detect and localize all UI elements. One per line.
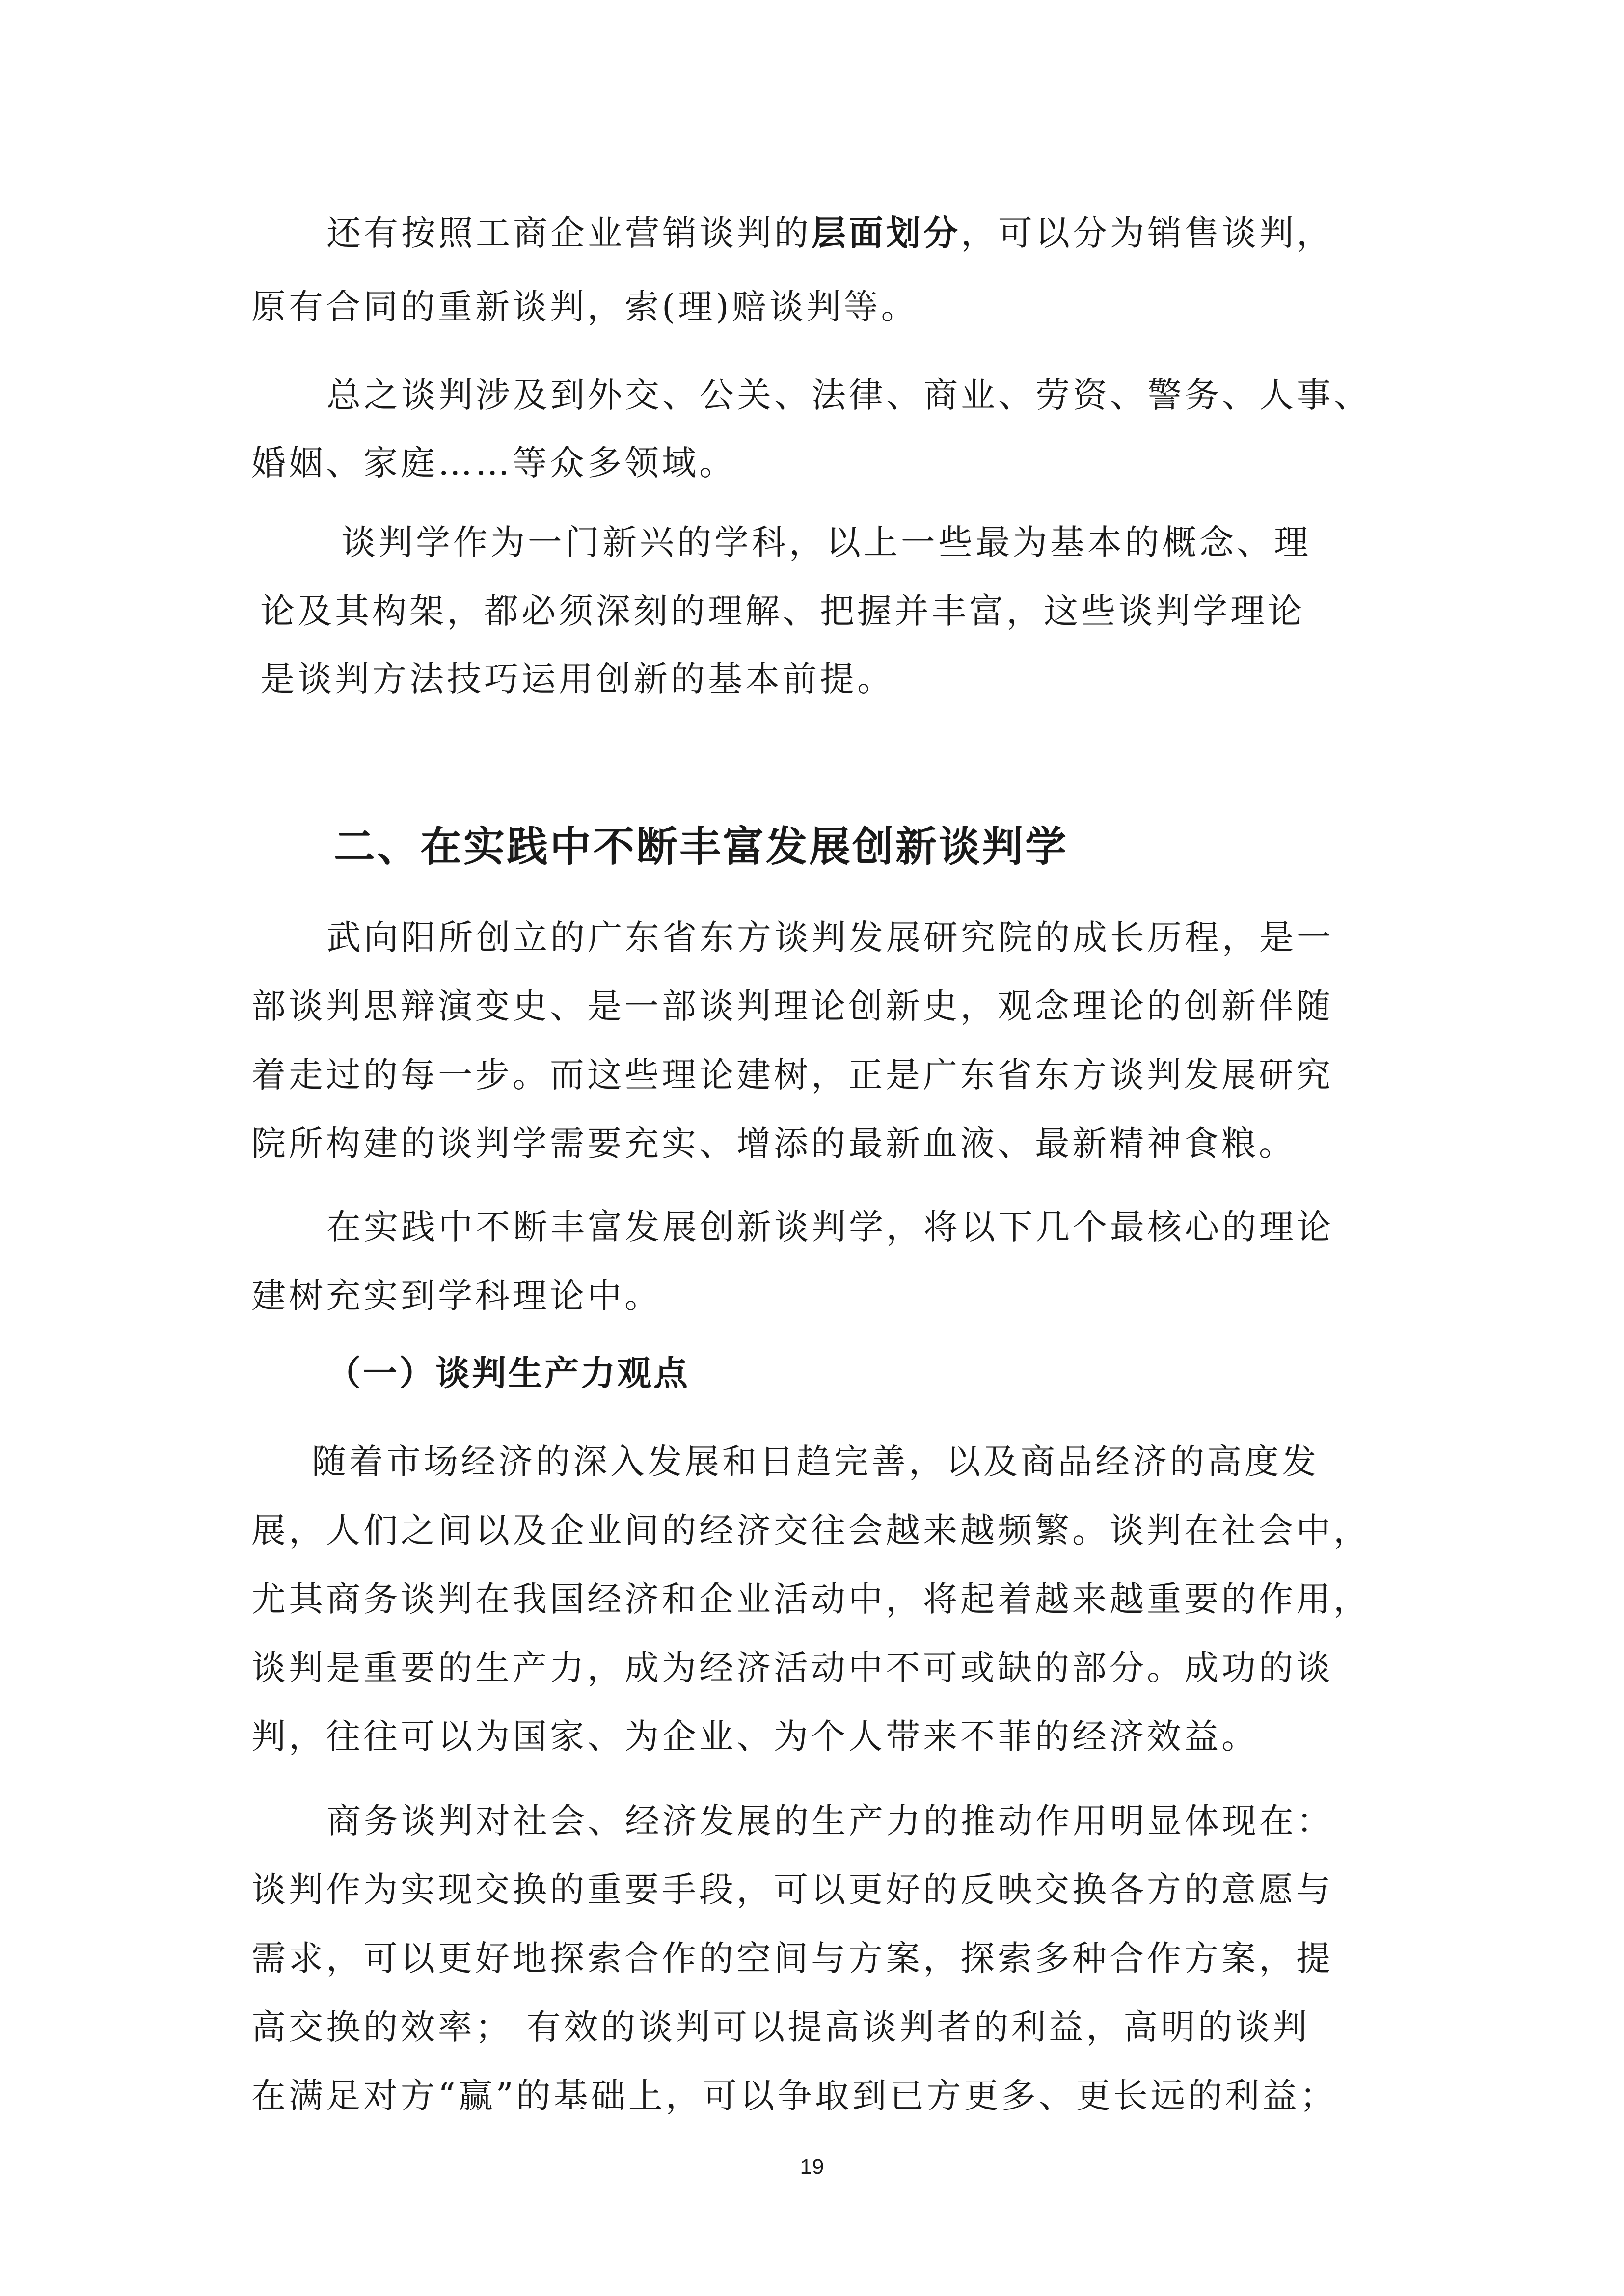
- paragraph-line: 原有合同的重新谈判，索(理)赔谈判等。: [251, 287, 919, 327]
- paragraph-line: 谈判是重要的生产力，成为经济活动中不可或缺的部分。成功的谈: [251, 1648, 1333, 1688]
- paragraph-line: 尤其商务谈判在我国经济和企业活动中，将起着越来越重要的作用，: [251, 1579, 1371, 1619]
- paragraph-line: 在满足对方“赢”的基础上，可以争取到已方更多、更长远的利益；: [251, 2076, 1337, 2116]
- paragraph-line: 建树充实到学科理论中。: [251, 1276, 662, 1316]
- text-run: ，可以分为销售谈判，: [961, 213, 1334, 253]
- emphasis-text: 层面划分: [812, 213, 961, 253]
- paragraph-line: 院所构建的谈判学需要充实、增添的最新血液、最新精神食粮。: [251, 1123, 1296, 1164]
- paragraph-line: 着走过的每一步。而这些理论建树，正是广东省东方谈判发展研究: [251, 1055, 1333, 1095]
- paragraph-line: 是谈判方法技巧运用创新的基本前提。: [260, 659, 894, 699]
- paragraph-line: 判，往往可以为国家、为企业、为个人带来不菲的经济效益。: [251, 1716, 1259, 1757]
- paragraph-line: 谈判作为实现交换的重要手段，可以更好的反映交换各方的意愿与: [251, 1869, 1333, 1910]
- paragraph-line: 展，人们之间以及企业间的经济交往会越来越频繁。谈判在社会中，: [251, 1510, 1371, 1550]
- paragraph-line: 武向阳所创立的广东省东方谈判发展研究院的成长历程，是一: [326, 917, 1334, 958]
- paragraph-line: 论及其构架，都必须深刻的理解、把握并丰富，这些谈判学理论: [260, 591, 1305, 631]
- text-run: 还有按照工商企业营销谈判的: [326, 213, 812, 253]
- page-number: 19: [800, 2155, 824, 2179]
- paragraph-line: 需求，可以更好地探索合作的空间与方案，探索多种合作方案，提: [251, 1938, 1333, 1978]
- paragraph-line: 总之谈判涉及到外交、公关、法律、商业、劳资、警务、人事、: [326, 375, 1371, 415]
- paragraph-line: 商务谈判对社会、经济发展的生产力的推动作用明显体现在：: [326, 1801, 1334, 1841]
- paragraph-line: 随着市场经济的深入发展和日趋完善，以及商品经济的高度发: [312, 1442, 1319, 1482]
- paragraph-line: 婚姻、家庭……等众多领域。: [251, 443, 736, 483]
- paragraph-line: 谈判学作为一门新兴的学科，以上一些最为基本的概念、理: [341, 522, 1311, 562]
- paragraph-line: [326, 209, 1334, 258]
- paragraph-line: 在实践中不断丰富发展创新谈判学，将以下几个最核心的理论: [326, 1207, 1334, 1247]
- paragraph-line: 部谈判思辩演变史、是一部谈判理论创新史，观念理论的创新伴随: [251, 986, 1333, 1026]
- paragraph-line: 高交换的效率； 有效的谈判可以提高谈判者的利益，高明的谈判: [251, 2007, 1310, 2047]
- subsection-heading: （一）谈判生产力观点: [326, 1353, 690, 1393]
- section-heading: 二、在实践中不断丰富发展创新谈判学: [334, 823, 1069, 871]
